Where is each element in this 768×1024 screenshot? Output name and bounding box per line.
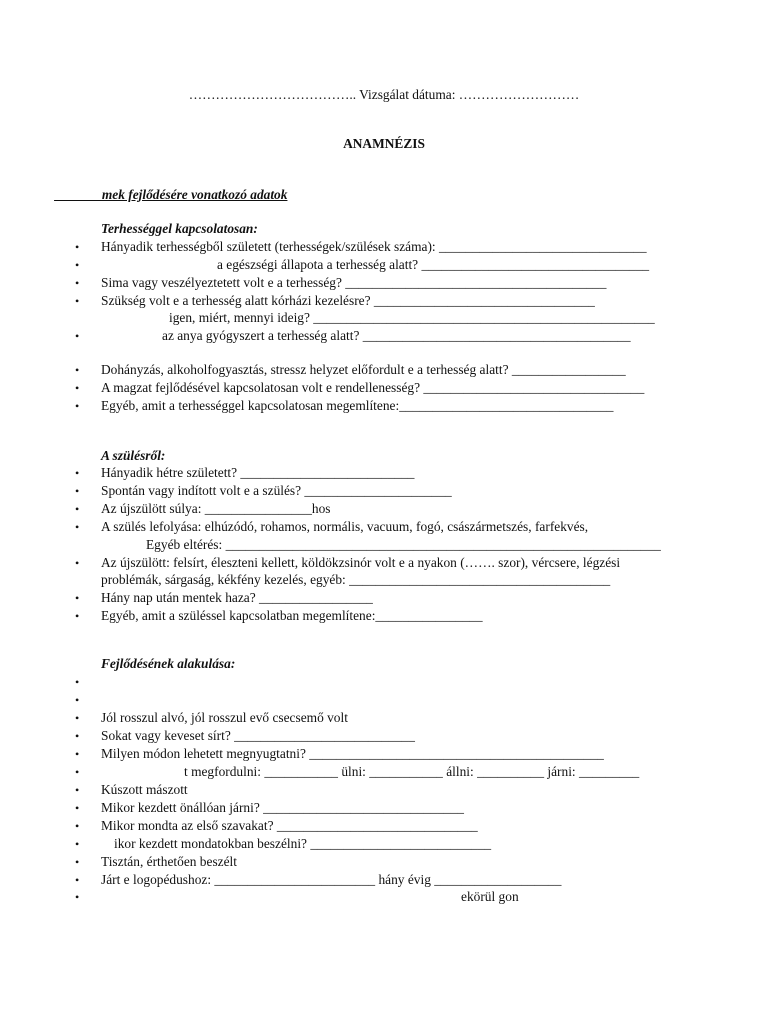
bullet-icon: • xyxy=(75,294,80,308)
development-item: Mikor mondta az első szavakat? ______________________________ xyxy=(101,818,478,833)
bullet-icon: • xyxy=(75,502,80,516)
bullet-icon: • xyxy=(75,466,80,480)
bullet-icon: • xyxy=(75,765,80,779)
bullet-icon: • xyxy=(75,675,80,689)
development-item: Járt e logopédushoz: ________________________ hány évig ___________________ xyxy=(101,872,562,887)
birth-item: Az újszülött súlya: ________________hos xyxy=(101,501,331,516)
bullet-icon: • xyxy=(75,240,80,254)
bullet-icon: • xyxy=(75,890,80,904)
development-item: Mikor kezdett önállóan járni? ______________________________ xyxy=(101,800,464,815)
pregnancy-item: Dohányzás, alkoholfogyasztás, stressz helyzet előfordult e a terhesség alatt? _________________ xyxy=(101,362,626,377)
page-title: ANAMNÉZIS xyxy=(343,136,425,151)
section-heading: _______mek fejlődésére vonatkozó adatok xyxy=(55,187,288,202)
birth-item: Hányadik hétre született? __________________________ xyxy=(101,465,415,480)
pregnancy-item: Szükség volt e a terhesség alatt kórházi kezelésre? _________________________________ xyxy=(101,293,595,308)
pregnancy-item: A magzat fejlődésével kapcsolatosan volt e rendellenesség? _________________________________ xyxy=(101,380,645,395)
bullet-icon: • xyxy=(75,855,80,869)
development-item: t megfordulni: ___________ ülni: ___________ állni: __________ járni: _________ xyxy=(184,764,640,779)
birth-item: problémák, sárgaság, kékfény kezelés, egyéb: _______________________________________ xyxy=(101,572,611,587)
bullet-icon: • xyxy=(75,819,80,833)
birth-item: Az újszülött: felsírt, éleszteni kellett, köldökzsinór volt e a nyakon (……. szor), vércsere, légzési xyxy=(101,555,621,570)
development-item: ekörül gon xyxy=(461,889,519,904)
pregnancy-item: Hányadik terhességből született (terhességek/szülések száma): _______________________________ xyxy=(101,239,647,254)
exam-date-line: ……………………………….. Vizsgálat dátuma: ……………………… xyxy=(188,87,580,102)
birth-item: Egyéb eltérés: _________________________________________________________________ xyxy=(146,537,661,552)
pregnancy-heading: Terhességgel kapcsolatosan: xyxy=(101,221,258,236)
development-item: Sokat vagy keveset sírt? ___________________________ xyxy=(101,728,415,743)
birth-heading: A szülésről: xyxy=(101,448,166,463)
birth-item: Spontán vagy indított volt e a szülés? ______________________ xyxy=(101,483,452,498)
development-item: Jól rosszul alvó, jól rosszul evő csecsemő volt xyxy=(101,710,348,725)
pregnancy-item: Sima vagy veszélyeztetett volt e a terhesség? _______________________________________ xyxy=(101,275,607,290)
bullet-icon: • xyxy=(75,873,80,887)
bullet-icon: • xyxy=(75,381,80,395)
bullet-icon: • xyxy=(75,363,80,377)
pregnancy-item: az anya gyógyszert a terhesség alatt? ________________________________________ xyxy=(162,328,631,343)
bullet-icon: • xyxy=(75,399,80,413)
bullet-icon: • xyxy=(75,329,80,343)
bullet-icon: • xyxy=(75,747,80,761)
bullet-icon: • xyxy=(75,520,80,534)
bullet-icon: • xyxy=(75,693,80,707)
bullet-icon: • xyxy=(75,609,80,623)
development-item: ikor kezdett mondatokban beszélni? ___________________________ xyxy=(114,836,492,851)
pregnancy-item: a egészségi állapota a terhesség alatt? __________________________________ xyxy=(217,257,650,272)
bullet-icon: • xyxy=(75,556,80,570)
pregnancy-item: igen, miért, mennyi ideig? ___________________________________________________ xyxy=(169,310,655,325)
development-item: Kúszott mászott xyxy=(101,782,188,797)
development-item: Tisztán, érthetően beszélt xyxy=(101,854,237,869)
birth-item: Hány nap után mentek haza? _________________ xyxy=(101,590,373,605)
bullet-icon: • xyxy=(75,276,80,290)
bullet-icon: • xyxy=(75,783,80,797)
bullet-icon: • xyxy=(75,591,80,605)
development-item: Milyen módon lehetett megnyugtatni? ____________________________________________ xyxy=(101,746,604,761)
bullet-icon: • xyxy=(75,801,80,815)
bullet-icon: • xyxy=(75,729,80,743)
pregnancy-item: Egyéb, amit a terhességgel kapcsolatosan megemlítene:________________________________ xyxy=(101,398,614,413)
bullet-icon: • xyxy=(75,484,80,498)
development-heading: Fejlődésének alakulása: xyxy=(101,656,236,671)
bullet-icon: • xyxy=(75,258,80,272)
birth-item: A szülés lefolyása: elhúzódó, rohamos, normális, vacuum, fogó, császármetszés, farfekvés, xyxy=(101,519,589,534)
birth-item: Egyéb, amit a szüléssel kapcsolatban megemlítene:________________ xyxy=(101,608,483,623)
bullet-icon: • xyxy=(75,711,80,725)
bullet-icon: • xyxy=(75,837,80,851)
